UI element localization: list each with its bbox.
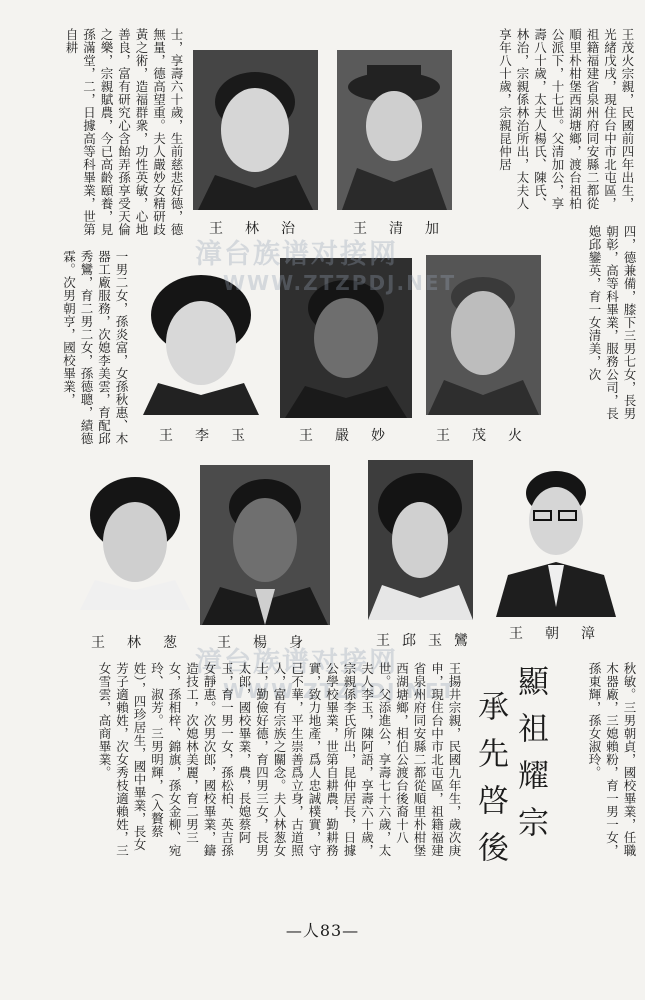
watermark-upper [195,232,456,295]
watermark-site-name: 漳台族谱对接网 [195,239,398,270]
portrait-photo-linzhi [193,50,318,210]
caption-lincong: 王林葱 [91,635,199,651]
caption-qingjia: 王清加 [353,221,461,237]
watermark-site-name: 漳台族谱对接网 [195,647,398,678]
page-number: —人83— [285,921,360,940]
heading-xianzu-yaozong: 顯祖耀宗 [512,665,548,853]
heading-chengxian-qihou: 承先啓後 [472,690,508,878]
portrait-photo-qiuyuluan [368,460,473,620]
portrait-photo-yangshen [200,465,330,625]
caption-yangshen: 王楊身 [217,635,325,651]
portrait-photo-chaozhang [496,457,616,617]
caption-linzhi: 王林治 [209,221,317,237]
biography-text-middle-right: 四，德兼備，膝下三男七女，長男朝彰，高等科畢業，服務公司，長媳邱鑾英，育一女清美，次 [587,225,637,420]
watermark-url: WWW.ZTZPDJ.NET [223,679,457,703]
caption-qiuyuluan: 王邱玉鸞 [376,633,480,649]
biography-text-top-right: 王茂火宗親，民國前四年出生，光緒戊戌，現住台中市北屯區，祖籍福建省泉州府同安縣二都從順里朴柑堡西湖塘鄉，渡台祖柏公派下，十七世。父清加公，享壽八十歲，太夫人楊氏、陳氏、林治，宗親係林治所出，太夫人享年八十歲，宗親昆仲居 [497,28,635,210]
biography-text-top-left: 士，享壽六十歲，生前慈悲好德，德無量，德高望重。夫人嚴妙女精研歧黃之術，造福群衆，功性英敏，心地善良，富有研究心含飴弄孫享受天倫之樂，宗親賦農，今已高齡頤養，見孫滿堂，二，日據高等科畢業，世第自耕 [64,28,184,236]
caption-chaozhang: 王朝漳 [509,626,617,642]
caption-maohuo: 王茂火 [436,428,544,444]
biography-text-bottom-right: 秋敏。三男朝貞，國校畢業，任職木器廠，三媳賴粉，育一男一女，孫東輝，孫女淑玲。 [587,662,637,857]
portrait-photo-qingjia [337,50,452,210]
caption-yanmiao: 王嚴妙 [299,428,407,444]
caption-limei: 王李玉 [159,428,267,444]
watermark-url: WWW.ZTZPDJ.NET [223,271,457,295]
biography-text-bottom-left: 王揚井宗親，民國九年生，歲次庚申，現住台中市北屯區，祖籍福建省泉州府同安縣二都從順里朴柑堡西湖塘鄉，相伯公渡台後裔十八世。父添進公，享壽七十六歲，太夫人李玉，陳阿語，享壽六十歲，宗親係李氏所出，昆仲居長，日據公學校畢業，世第自耕農，勤耕務實，致力地產，爲人忠誠樸實，守己不華，平生崇善爲立身，古道照人，富有宗族之關念。夫人林葱女士，勤儉好德，育四男三女，長男太郎，國校畢業，農，長媳蔡阿玉，育一男一女，孫松柏、英吉孫女靜惠。次男次郎，國校畢業，鑄造技工，次媳林美麗，育二男三女，孫相梓、錦旗，孫女金柳、宛玲、淑芳。三男明輝，（入贅蔡姓），四珍居生，國中畢業，長女芳子適賴姓，次女秀枝適賴姓，三女雪雲，高商畢業。 [97,662,462,857]
biography-text-middle-left: 一男二女，孫炎富，女孫秋惠、木器工廠服務，次媳李美雲，育配邱秀鸞，育二男二女，孫德聰，績德霖。次男朝亨，國校畢業， [61,250,129,445]
portrait-photo-lincong [80,470,190,610]
